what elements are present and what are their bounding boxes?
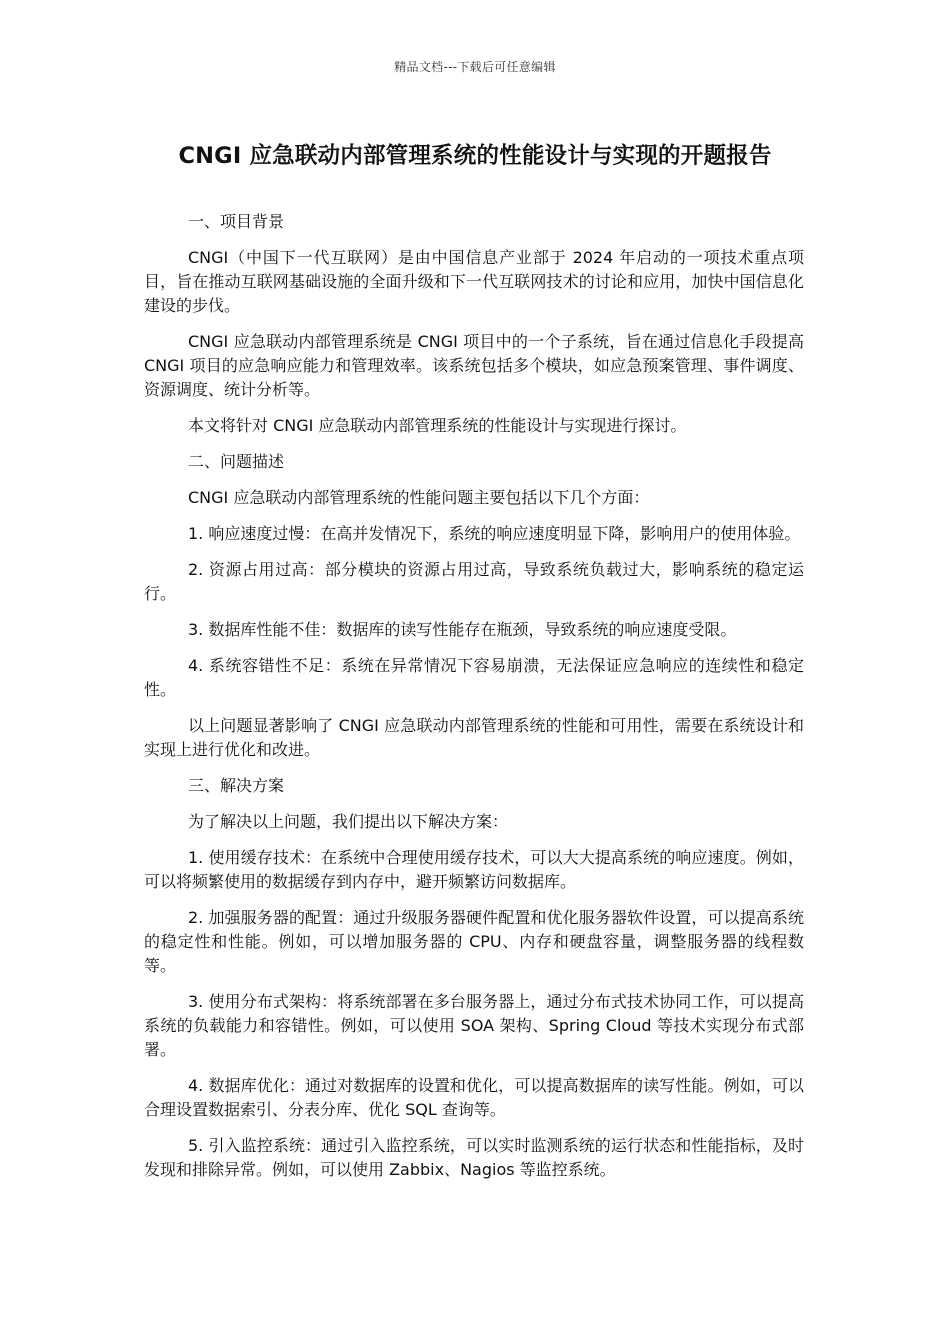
document-body	[144, 210, 804, 1194]
paragraph: 本文将针对 CNGI 应急联动内部管理系统的性能设计与实现进行探讨。	[188, 416, 687, 435]
list-item: 2. 加强服务器的配置：通过升级服务器硬件配置和优化服务器软件设置，可以提高系统的稳定性和性能。例如，可以增加服务器的 CPU、内存和硬盘容量，调整服务器的线程数等。	[144, 908, 804, 975]
list-item: 5. 引入监控系统：通过引入监控系统，可以实时监测系统的运行状态和性能指标，及时发现和排除异常。例如，可以使用 Zabbix、Nagios 等监控系统。	[144, 1136, 804, 1179]
list-item: 1. 响应速度过慢：在高并发情况下，系统的响应速度明显下降，影响用户的使用体验。	[188, 524, 801, 543]
list-item: 3. 数据库性能不佳：数据库的读写性能存在瓶颈，导致系统的响应速度受限。	[188, 620, 737, 639]
paragraph: CNGI 应急联动内部管理系统的性能问题主要包括以下几个方面：	[188, 488, 650, 507]
list-item: 2. 资源占用过高：部分模块的资源占用过高，导致系统负载过大，影响系统的稳定运行。	[144, 560, 804, 603]
list-item: 3. 使用分布式架构：将系统部署在多台服务器上，通过分布式技术协同工作，可以提高系统的负载能力和容错性。例如，可以使用 SOA 架构、Spring Cloud 等技术实现分布式部署。	[144, 992, 804, 1059]
section-heading-solution: 三、解决方案	[188, 776, 285, 795]
list-item: 4. 数据库优化：通过对数据库的设置和优化，可以提高数据库的读写性能。例如，可以合理设置数据索引、分表分库、优化 SQL 查询等。	[144, 1076, 804, 1119]
section-heading-problem: 二、问题描述	[188, 452, 285, 471]
paragraph: 为了解决以上问题，我们提出以下解决方案：	[188, 812, 509, 831]
list-item: 4. 系统容错性不足：系统在异常情况下容易崩溃，无法保证应急响应的连续性和稳定性。	[144, 656, 804, 699]
paragraph: CNGI（中国下一代互联网）是由中国信息产业部于 2024 年启动的一项技术重点项目，旨在推动互联网基础设施的全面升级和下一代互联网技术的讨论和应用，加快中国信息化建设的步伐。	[144, 248, 804, 315]
document-title: CNGI 应急联动内部管理系统的性能设计与实现的开题报告	[178, 143, 772, 169]
header-note: 精品文档---下载后可任意编辑	[394, 60, 556, 74]
list-item: 1. 使用缓存技术：在系统中合理使用缓存技术，可以大大提高系统的响应速度。例如，可以将频繁使用的数据缓存到内存中，避开频繁访问数据库。	[144, 848, 804, 891]
paragraph: 以上问题显著影响了 CNGI 应急联动内部管理系统的性能和可用性，需要在系统设计和实现上进行优化和改进。	[144, 716, 804, 759]
paragraph: CNGI 应急联动内部管理系统是 CNGI 项目中的一个子系统，旨在通过信息化手段提高 CNGI 项目的应急响应能力和管理效率。该系统包括多个模块，如应急预案管理、事件调度、资源调度、统计分析等。	[144, 332, 804, 399]
section-heading-background: 一、项目背景	[188, 212, 285, 231]
